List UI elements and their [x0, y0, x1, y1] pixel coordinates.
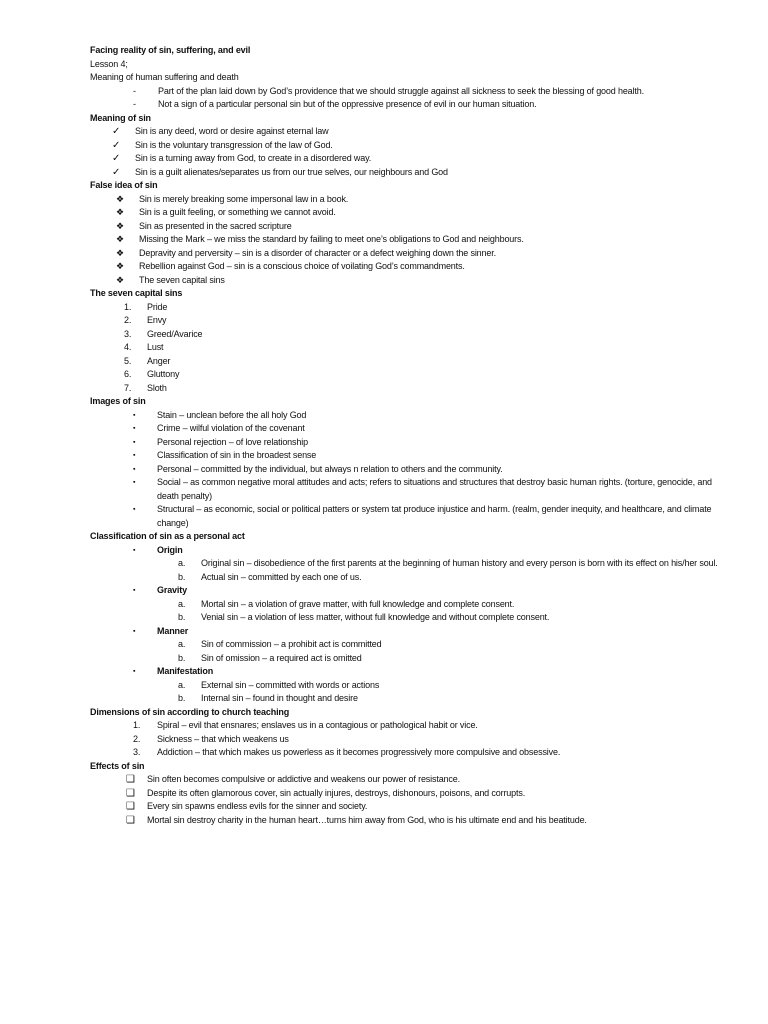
- list-item: [90, 206, 730, 220]
- list-item-text: Sin of omission – a required act is omitted: [201, 652, 362, 663]
- list-item-text: Every sin spawns endless evils for the sinner and society.: [147, 801, 368, 811]
- list-item-text: Sin as presented in the sacred scripture: [139, 220, 292, 231]
- list-item: [90, 557, 730, 571]
- list-item: [90, 800, 730, 814]
- list-item-text: Internal sin – found in thought and desire: [201, 693, 358, 703]
- list-item-text: Personal – committed by the individual, but always n relation to others and the community.: [157, 463, 503, 474]
- square-bullet-icon: ▪: [133, 452, 136, 459]
- checkbox-bullet-icon: ❑: [126, 801, 135, 812]
- list-item-text: Social – as common negative moral attitudes and acts; refers to situations and structures that destroy basic human rights. (torture, genocide, and death penalty): [157, 477, 712, 501]
- list-item: [90, 733, 730, 747]
- dash-bullet: -: [133, 85, 136, 96]
- list-item: [90, 544, 730, 558]
- list-item-text: Envy: [147, 315, 167, 325]
- list-item-text: Sickness – that which weakens us: [157, 733, 289, 744]
- list-item: [90, 598, 730, 612]
- list-item: [90, 422, 730, 436]
- list-number: 1.: [124, 301, 132, 312]
- list-item: [90, 449, 730, 463]
- list-number: 2.: [133, 733, 141, 744]
- meaning-of-sin-heading: Meaning of sin: [90, 112, 151, 123]
- list-number: 1.: [133, 720, 141, 730]
- list-number: 7.: [124, 382, 132, 393]
- list-item-text: Pride: [147, 301, 168, 312]
- list-item: [90, 220, 730, 234]
- list-item-text: Depravity and perversity – sin is a disorder of character or a defect weighing down the sinner.: [139, 247, 496, 258]
- list-item-text: Sin is a turning away from God, to create in a disordered way.: [135, 153, 372, 163]
- checkbox-bullet-icon: ❑: [126, 814, 135, 826]
- list-item-text: Addiction – that which makes us powerless as it becomes progressively more compulsive and obsessive.: [157, 747, 561, 757]
- square-bullet-icon: ▪: [133, 411, 136, 419]
- list-item: [90, 679, 730, 693]
- list-item: [90, 773, 730, 787]
- diamond-bullet-icon: ❖: [116, 274, 124, 285]
- list-number: 2.: [124, 315, 132, 325]
- list-letter: b.: [178, 652, 186, 663]
- list-item-text: Sloth: [147, 382, 167, 393]
- list-item-text: Sin is a guilt feeling, or something we cannot avoid.: [139, 207, 336, 217]
- list-item: [90, 665, 730, 679]
- list-letter: a.: [178, 598, 186, 609]
- list-item: [90, 314, 730, 328]
- square-bullet-icon: ▪: [133, 546, 136, 554]
- list-item-text: Sin is merely breaking some impersonal law in a book.: [139, 193, 349, 204]
- list-item: [90, 436, 730, 450]
- square-bullet-icon: ▪: [133, 587, 136, 594]
- checkbox-bullet-icon: ❑: [126, 774, 135, 785]
- list-number: 5.: [124, 355, 132, 366]
- effects-heading: Effects of sin: [90, 760, 145, 771]
- images-of-sin-list: [90, 409, 730, 531]
- classification-list: [90, 544, 730, 706]
- list-item: [90, 193, 730, 207]
- list-item: [90, 166, 730, 180]
- diamond-bullet-icon: ❖: [116, 234, 124, 244]
- list-item: [90, 463, 730, 477]
- checkbox-bullet-icon: ❑: [126, 787, 135, 799]
- diamond-bullet-icon: ❖: [116, 207, 124, 217]
- list-item: [90, 692, 730, 706]
- checkmark-icon: ✓: [112, 153, 121, 164]
- list-item: [90, 719, 730, 733]
- list-item: [90, 328, 730, 342]
- list-item: [90, 152, 730, 166]
- list-item: [90, 139, 730, 153]
- list-item: [90, 274, 730, 288]
- classification-group-label: Gravity: [157, 585, 187, 595]
- classification-group-label: Manifestation: [157, 666, 214, 676]
- list-letter: a.: [178, 639, 186, 649]
- classification-group-label: Origin: [157, 544, 183, 555]
- list-letter: b.: [178, 693, 186, 703]
- capital-sins-list: [90, 301, 730, 396]
- list-item-text: Rebellion against God – sin is a conscious choice of voilating God’s commandments.: [139, 261, 465, 271]
- list-item-text: Anger: [147, 355, 171, 366]
- list-item-text: Missing the Mark – we miss the standard by failing to meet one’s obligations to God and neighbours.: [139, 234, 524, 244]
- list-item-text: Mortal sin destroy charity in the human heart…turns him away from God, who is his ultimate end and his beatitude.: [147, 814, 587, 825]
- square-bullet-icon: ▪: [133, 479, 136, 486]
- list-item-text: External sin – committed with words or actions: [201, 679, 380, 690]
- list-item-text: Structural – as economic, social or political patters or system tat produce injustice and harm. (realm, gender inequity, and healthcare, and climate change): [157, 504, 712, 528]
- classification-heading: Classification of sin as a personal act: [90, 531, 245, 541]
- checkmark-icon: ✓: [112, 166, 121, 178]
- dash-bullet: -: [133, 99, 136, 109]
- list-item: [90, 611, 730, 625]
- list-item-text: Sin is any deed, word or desire against eternal law: [135, 126, 329, 136]
- list-item: [90, 652, 730, 666]
- effects-list: [90, 773, 730, 827]
- list-item: [90, 368, 730, 382]
- suffering-heading: Meaning of human suffering and death: [90, 72, 239, 82]
- list-item-text: Personal rejection – of love relationship: [157, 436, 308, 447]
- suffering-list: [90, 85, 730, 112]
- square-bullet-icon: ▪: [133, 506, 136, 513]
- list-item: [90, 260, 730, 274]
- list-item-text: Gluttony: [147, 369, 180, 379]
- square-bullet-icon: ▪: [133, 668, 136, 675]
- capital-sins-heading: The seven capital sins: [90, 288, 183, 298]
- list-number: 3.: [133, 747, 141, 757]
- list-item: [90, 247, 730, 261]
- list-item: [90, 355, 730, 369]
- list-item: [90, 409, 730, 423]
- list-item: [90, 125, 730, 139]
- list-item-text: The seven capital sins: [139, 274, 225, 285]
- list-item: [90, 571, 730, 585]
- list-letter: a.: [178, 558, 186, 568]
- square-bullet-icon: ▪: [133, 438, 136, 446]
- checkmark-icon: ✓: [112, 139, 121, 151]
- list-item: [90, 341, 730, 355]
- list-item-text: Not a sign of a particular personal sin but of the oppressive presence of evil in our human situation.: [158, 99, 537, 109]
- list-item-text: Sin often becomes compulsive or addictive and weakens our power of resistance.: [147, 774, 460, 784]
- diamond-bullet-icon: ❖: [116, 220, 124, 231]
- square-bullet-icon: ▪: [133, 465, 136, 473]
- list-item-text: Original sin – disobedience of the first parents at the beginning of human history and every person is born with its effect on his/her soul.: [201, 558, 718, 568]
- lesson-number: Lesson 4;: [90, 58, 128, 69]
- document-title: Facing reality of sin, suffering, and evil: [90, 45, 251, 55]
- list-item-text: Lust: [147, 342, 164, 352]
- diamond-bullet-icon: ❖: [116, 261, 124, 271]
- list-item-text: Despite its often glamorous cover, sin actually injures, destroys, dishonours, poisons, and corrupts.: [147, 787, 526, 798]
- diamond-bullet-icon: ❖: [116, 193, 124, 204]
- list-item-text: Greed/Avarice: [147, 328, 203, 339]
- list-item-text: Actual sin – committed by each one of us.: [201, 571, 362, 582]
- square-bullet-icon: ▪: [133, 627, 136, 635]
- list-item: [90, 638, 730, 652]
- list-item: [90, 382, 730, 396]
- list-item: [90, 85, 730, 99]
- list-item: [90, 301, 730, 315]
- list-item: [90, 814, 730, 828]
- list-item-text: Spiral – evil that ensnares; enslaves us in a contagious or pathological habit or vice.: [157, 720, 478, 730]
- dimensions-heading: Dimensions of sin according to church teaching: [90, 706, 290, 717]
- list-number: 4.: [124, 342, 132, 352]
- list-item-text: Sin of commission – a prohibit act is committed: [201, 639, 382, 649]
- list-letter: a.: [178, 679, 186, 690]
- list-item-text: Stain – unclean before the all holy God: [157, 409, 307, 420]
- dimensions-list: [90, 719, 730, 760]
- list-letter: b.: [178, 571, 186, 582]
- document: [90, 44, 730, 827]
- list-item: [90, 625, 730, 639]
- list-item-text: Part of the plan laid down by God’s providence that we should struggle against all sickness to seek the blessing of good health.: [158, 85, 644, 96]
- images-of-sin-heading: Images of sin: [90, 396, 146, 406]
- list-letter: b.: [178, 612, 186, 622]
- list-number: 3.: [124, 328, 132, 339]
- list-item-text: Venial sin – a violation of less matter, without full knowledge and without complete consent.: [201, 612, 550, 622]
- diamond-bullet-icon: ❖: [116, 247, 124, 258]
- square-bullet-icon: ▪: [133, 425, 136, 432]
- list-item: [90, 503, 730, 530]
- list-item-text: Crime – wilful violation of the covenant: [157, 423, 305, 433]
- list-item: [90, 233, 730, 247]
- list-item-text: Mortal sin – a violation of grave matter, with full knowledge and complete consent.: [201, 598, 515, 609]
- meaning-of-sin-list: [90, 125, 730, 179]
- list-item-text: Classification of sin in the broadest sense: [157, 450, 317, 460]
- classification-group-label: Manner: [157, 625, 189, 636]
- list-item: [90, 476, 730, 503]
- list-item: [90, 746, 730, 760]
- list-item-text: Sin is the voluntary transgression of the law of God.: [135, 139, 333, 150]
- list-item-text: Sin is a guilt alienates/separates us from our true selves, our neighbours and God: [135, 166, 448, 177]
- list-item: [90, 787, 730, 801]
- list-item: [90, 98, 730, 112]
- false-idea-heading: False idea of sin: [90, 180, 158, 190]
- list-number: 6.: [124, 369, 132, 379]
- checkmark-icon: ✓: [112, 126, 121, 137]
- false-idea-list: [90, 193, 730, 288]
- list-item: [90, 584, 730, 598]
